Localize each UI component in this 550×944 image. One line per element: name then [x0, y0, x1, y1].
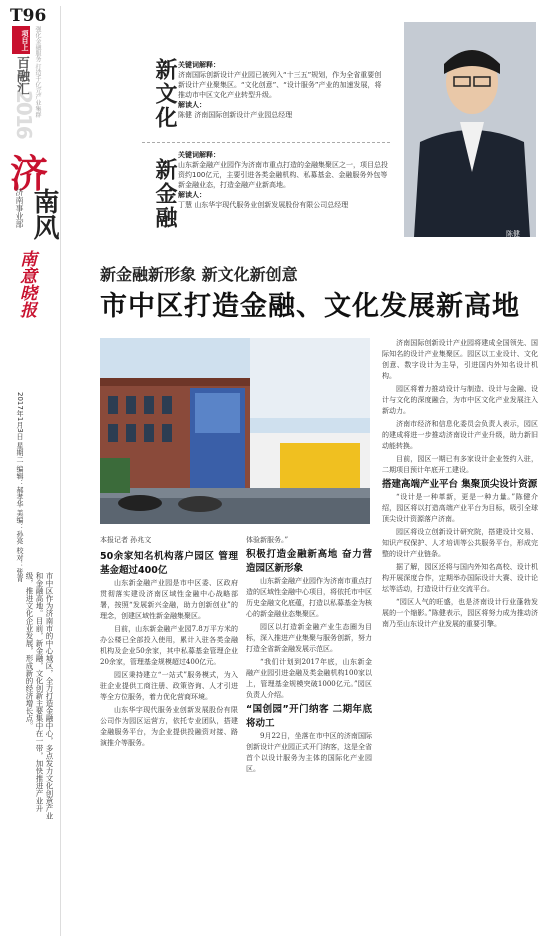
subheading: “国创园”开门纳客 二期年底将动工	[246, 704, 372, 729]
rail-tagline: 强化金融服务 打造千亿元产业集群	[34, 26, 41, 118]
portrait-photo	[404, 22, 536, 237]
paragraph: 目前，园区一期已有多家设计企业签约入驻，二期项目预计年底开工建设。	[382, 455, 538, 474]
department-label: 济南事业部	[15, 188, 24, 228]
interview-title-finance: 新金融	[152, 158, 178, 230]
interview-culture	[178, 60, 388, 120]
year-mark: 2016	[12, 90, 36, 138]
paragraph: 山东华宇现代服务业创新发展股份有限公司作为园区运营方，依托专业团队，搭建金融服务平台，为企业提供投融资对接、路演推介等服务。	[100, 706, 238, 747]
keyword-label: 关键词解释：	[178, 61, 220, 69]
article-column-2	[246, 535, 372, 935]
paragraph: 园区将着力推动设计与制造、设计与金融、设计与文化的深度融合，为市中区文化产业发展注入新动力。	[382, 385, 538, 415]
calligraphy-logo: 南意晓报	[16, 250, 36, 318]
divider	[142, 142, 390, 143]
divider	[60, 6, 61, 936]
paragraph: “设计是一种革新，更是一种力量。”陈健介绍，园区将以打造高端产业平台为目标，吸引全球顶尖设计资源落户济南。	[382, 493, 538, 523]
reader-label: 解读人：	[178, 191, 206, 199]
paragraph: 据了解，园区还将与国内外知名高校、设计机构开展深度合作，定期举办国际设计大赛、设计论坛等活动，打造设计行业交流平台。	[382, 563, 538, 593]
issue-date-credits: 2017年1月3日 星期二 编辑：郝孝华 美编：孙亮 校对：张青	[16, 392, 24, 582]
main-headline: 市中区打造金融、文化发展新高地	[100, 291, 520, 322]
headline-kicker: 新金融新形象 新文化新创意	[100, 265, 298, 284]
paragraph: 济南市经济和信息化委员会负责人表示，园区的建成将进一步推动济南设计产业升级，助力新旧动能转换。	[382, 420, 538, 450]
building-photo	[100, 338, 370, 524]
intro-blurb: 市中区作为济南市的中心城区，全力打造金融中心，多点发力文化创意产业和金融高地。目前，新金融，文化创新主要集中在一带，加快推进产业升级，推进文化企业发展，形成新的经济增长点。	[25, 572, 54, 820]
subheading: 搭建高端产业平台 集聚顶尖设计资源	[382, 479, 538, 490]
paragraph: 目前，山东新金融产业园7.8万平方米的办公楼已全部投入使用，累计入驻各类金融机构及企业50余家，其中私募基金管理企业20余家，管理基金规模超过400亿元。	[100, 625, 238, 666]
paragraph: 山东新金融产业园作为济南市重点打造的区域性金融中心项目，将依托市中区历史金融文化底蕴，打造以私募基金为核心的新金融业态集聚区。	[246, 577, 372, 618]
interview-finance	[178, 150, 388, 210]
keyword-label: 关键词解释：	[178, 151, 220, 159]
article-column-3	[382, 338, 538, 935]
paragraph: 园区秉持建立“一站式”服务模式，为入驻企业提供工商注册、政策咨询、人才引进等全方位服务，着力优化营商环境。	[100, 671, 238, 701]
interview-title-culture: 新文化	[152, 58, 178, 130]
subheading: 积极打造金融新高地 奋力营造园区新形象	[246, 549, 372, 574]
paragraph: 济南国际创新设计产业园将建成全国领先、国际知名的设计产业集聚区。园区以工业设计、文化创意、数字设计为主导，引进国内外知名设计机构。	[382, 339, 538, 380]
page-number: T96	[10, 6, 47, 26]
paragraph: 园区以打造新金融产业生态圈为目标，深入推进产业集聚与服务创新，努力打造全省新金融发展示范区。	[246, 623, 372, 653]
paragraph: 山东新金融产业园是市中区委、区政府贯彻落实建设济南区域性金融中心战略部署，按照“发展新兴金融，助力创新创业”的理念，创建区域性新金融集聚区。	[100, 579, 238, 620]
keyword-text: 山东新金融产业园作为济南市重点打造的金融集聚区之一，项目总投资约100亿元，主要引进各类金融机构、私募基金、金融服务外包等新金融业态，打造金融产业新高地。	[178, 161, 388, 189]
reader-name: 丁慧 山东华宇现代服务业创新发展股份有限公司总经理	[178, 201, 349, 209]
paragraph: 体验新服务。”	[246, 536, 289, 544]
reader-label: 解读人：	[178, 101, 206, 109]
paragraph: “园区人气的旺盛，也是济南设计行业蓬勃发展的一个缩影。”陈健表示，园区将努力成为推动济南乃至山东设计产业发展的重要引擎。	[382, 598, 538, 628]
section-title-ji: 济	[10, 151, 49, 196]
article-column-1	[100, 550, 238, 935]
section-tag: 项目上	[12, 26, 30, 54]
byline: 本报记者 孙兆文	[100, 536, 152, 544]
portrait-caption: 陈健	[506, 230, 520, 238]
paragraph: 园区将设立创新设计研究院，搭建设计交易、知识产权保护、人才培训等公共服务平台，形成完整的设计产业链条。	[382, 528, 538, 558]
keyword-text: 济南国际创新设计产业园已被列入“十三五”规划，作为全省重要创新设计产业聚集区。“文化创意”、“设计服务”产业的加速发展，将推动市中区文化产业转型升级。	[178, 71, 382, 99]
subheading: 50余家知名机构落户园区 管理基金超过400亿	[100, 551, 238, 576]
paragraph: 9月22日，坐落在市中区的济南国际创新设计产业园正式开门纳客，这是全省首个以设计服务为主体的国际化产业园区。	[246, 732, 372, 773]
reader-name: 陈健 济南国际创新设计产业园总经理	[178, 111, 293, 119]
paragraph: “我们计划到2017年底，山东新金融产业园引进金融及类金融机构100家以上，管理基金规模突破1000亿元。”园区负责人介绍。	[246, 658, 372, 699]
brand-name: 百融汇	[14, 56, 29, 95]
section-title-nanfeng: 南风	[29, 188, 59, 240]
